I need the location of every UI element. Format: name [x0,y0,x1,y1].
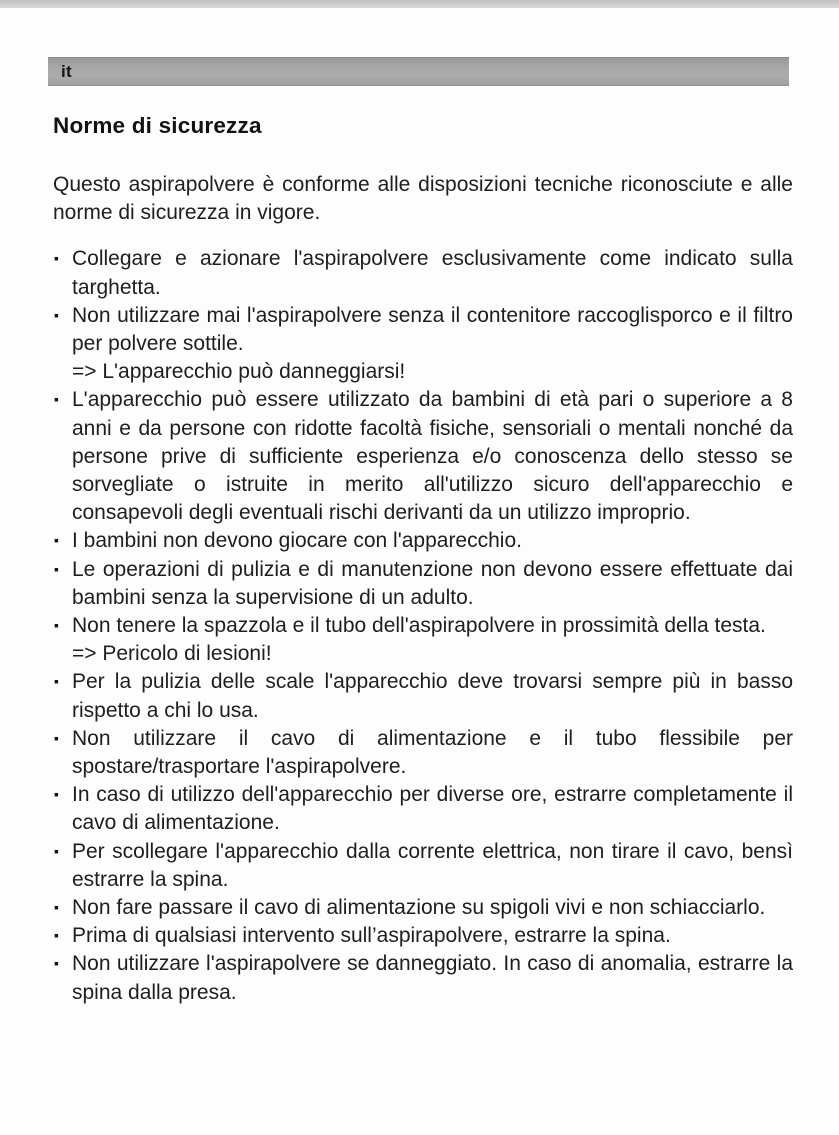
safety-list-item [53,838,793,894]
language-bar [48,57,789,86]
square-bullet-icon: ▪ [54,617,59,634]
item-text: Collegare e azionare l'aspirapolvere esclusivamente come indicato sulla targhetta. [72,247,793,299]
square-bullet-icon: ▪ [54,532,59,549]
safety-list-item [53,781,793,837]
square-bullet-icon: ▪ [54,729,59,746]
safety-list-item [53,386,793,527]
safety-list-item [53,894,793,922]
item-text: In caso di utilizzo dell'apparecchio per diverse ore, estrarre completamente il cavo di alimentazione. [72,783,793,835]
item-text: Le operazioni di pulizia e di manutenzione non devono essere effettuate dai bambini senza la supervisione di un adulto. [72,557,793,609]
item-text: Prima di qualsiasi intervento sull’aspirapolvere, estrarre la spina. [72,924,671,948]
safety-list-item [53,527,793,555]
item-text: Non utilizzare mai l'aspirapolvere senza il contenitore raccoglisporco e il filtro per polvere sottile. [72,303,793,356]
item-note: => L'apparecchio può danneggiarsi! [72,360,406,384]
item-text: Non fare passare il cavo di alimentazione su spigoli vivi e non schiacciarlo. [72,896,766,920]
square-bullet-icon: ▪ [54,560,59,577]
square-bullet-icon: ▪ [54,391,59,408]
square-bullet-icon: ▪ [54,673,59,690]
safety-list-item [53,612,793,668]
item-text: I bambini non devono giocare con l'apparecchio. [72,529,522,553]
safety-list-item [53,950,793,1006]
item-text: Non tenere la spazzola e il tubo dell'aspirapolvere in prossimità della testa. [72,614,766,638]
safety-list-item [53,245,793,301]
safety-list-item [53,302,793,387]
square-bullet-icon: ▪ [54,927,59,944]
square-bullet-icon: ▪ [54,955,59,972]
item-text: Per scollegare l'apparecchio dalla corrente elettrica, non tirare il cavo, bensì estrarre la spina. [72,839,793,891]
safety-list-item [53,668,793,724]
square-bullet-icon: ▪ [54,842,59,859]
section-heading: Norme di sicurezza [53,113,262,138]
item-note: => Pericolo di lesioni! [72,642,272,666]
safety-list-item [53,725,793,781]
square-bullet-icon: ▪ [54,899,59,916]
item-text: Per la pulizia delle scale l'apparecchio deve trovarsi sempre più in basso rispetto a chi lo usa. [72,670,793,722]
language-label: it [61,61,72,81]
safety-list-item [53,556,793,612]
item-text: L'apparecchio può essere utilizzato da bambini di età pari o superiore a 8 anni e da persone con ridotte facoltà fisiche, sensoriali o mentali nonché da persone prive di sufficiente esperienza e/o conoscenza dello stesso se sorvegliate o istruite in merito all'utilizzo sicuro dell'apparecchio e consapevoli degli eventuali rischi derivanti da un utilizzo improprio. [72,388,793,525]
square-bullet-icon: ▪ [54,250,59,267]
square-bullet-icon: ▪ [54,786,59,803]
scan-edge-strip [0,0,839,8]
safety-list [53,245,793,1006]
item-text: Non utilizzare l'aspirapolvere se danneggiato. In caso di anomalia, estrarre la spina dalla presa. [72,952,793,1004]
page-content [53,112,793,1007]
item-text: Non utilizzare il cavo di alimentazione e il tubo flessibile per spostare/trasportare l'aspirapolvere. [72,726,793,779]
square-bullet-icon: ▪ [54,306,59,323]
safety-list-item [53,922,793,950]
intro-paragraph: Questo aspirapolvere è conforme alle disposizioni tecniche riconosciute e alle norme di sicurezza in vigore. [53,173,793,225]
